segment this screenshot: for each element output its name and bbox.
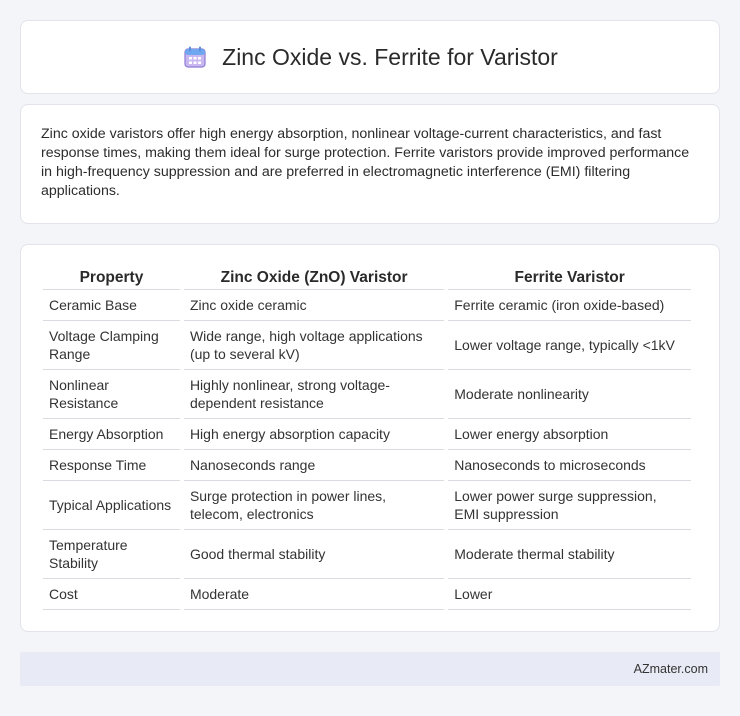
table-row [43, 450, 691, 481]
header-ferrite: Ferrite Varistor [448, 261, 691, 290]
row-ferrite: Lower [448, 579, 691, 610]
table-row [43, 321, 691, 370]
calendar-icon [182, 44, 208, 70]
row-ferrite: Moderate thermal stability [448, 530, 691, 579]
row-property: Response Time [43, 450, 180, 481]
title-card [20, 20, 720, 94]
row-property: Ceramic Base [43, 290, 180, 321]
row-property: Voltage Clamping Range [43, 321, 180, 370]
header-zno: Zinc Oxide (ZnO) Varistor [184, 261, 444, 290]
table-row [43, 579, 691, 610]
title-wrap [182, 44, 558, 71]
row-ferrite: Moderate nonlinearity [448, 370, 691, 419]
row-zno: Zinc oxide ceramic [184, 290, 444, 321]
table-row [43, 370, 691, 419]
table-row [43, 290, 691, 321]
table-header-row [43, 261, 691, 290]
row-property: Temperature Stability [43, 530, 180, 579]
row-zno: Nanoseconds range [184, 450, 444, 481]
row-ferrite: Ferrite ceramic (iron oxide-based) [448, 290, 691, 321]
row-ferrite: Lower power surge suppression, EMI suppression [448, 481, 691, 530]
footer-brand: AZmater.com [633, 662, 708, 676]
table-row [43, 419, 691, 450]
row-property: Nonlinear Resistance [43, 370, 180, 419]
table-row [43, 481, 691, 530]
row-zno: Highly nonlinear, strong voltage-dependent resistance [184, 370, 444, 419]
comparison-table [39, 261, 695, 610]
row-zno: Wide range, high voltage applications (up to several kV) [184, 321, 444, 370]
row-property: Cost [43, 579, 180, 610]
table-row [43, 530, 691, 579]
comparison-card [20, 244, 720, 632]
intro-paragraph: Zinc oxide varistors offer high energy absorption, nonlinear voltage-current characteristics, and fast response times, making them ideal for surge protection. Ferrite varistors provide improved performance in high-frequency suppression and are preferred in electromagnetic interference (EMI) filtering applications. [41, 126, 690, 199]
row-zno: Good thermal stability [184, 530, 444, 579]
row-property: Energy Absorption [43, 419, 180, 450]
row-zno: Moderate [184, 579, 444, 610]
row-property: Typical Applications [43, 481, 180, 530]
row-zno: High energy absorption capacity [184, 419, 444, 450]
intro-card [20, 104, 720, 224]
header-property: Property [43, 261, 180, 290]
row-zno: Surge protection in power lines, telecom, electronics [184, 481, 444, 530]
row-ferrite: Nanoseconds to microseconds [448, 450, 691, 481]
page-title: Zinc Oxide vs. Ferrite for Varistor [222, 43, 558, 70]
footer-bar [20, 652, 720, 686]
row-ferrite: Lower voltage range, typically <1kV [448, 321, 691, 370]
row-ferrite: Lower energy absorption [448, 419, 691, 450]
